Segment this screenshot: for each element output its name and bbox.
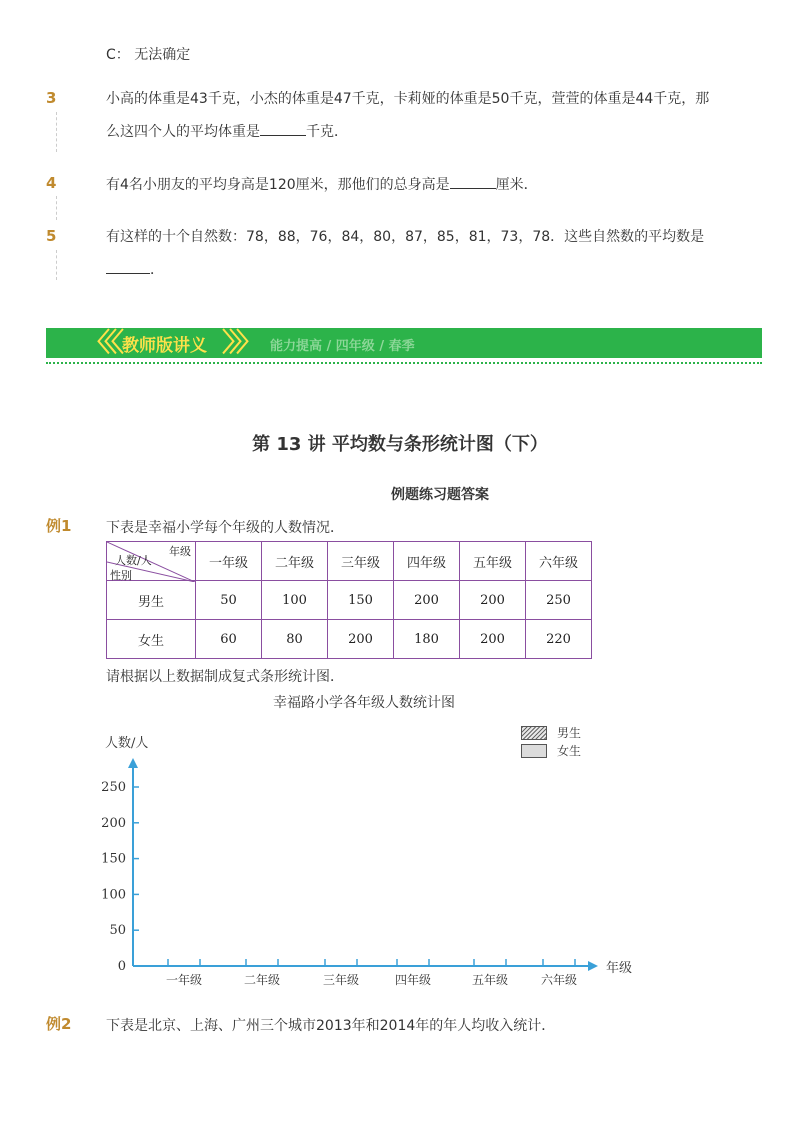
y-tick-label: 50 <box>109 923 126 939</box>
table-cell: 80 <box>262 620 328 659</box>
table-corner <box>107 542 196 581</box>
table-row <box>107 620 592 659</box>
example-label: 例2 <box>46 1015 72 1033</box>
table-header: 一年级 <box>196 542 262 581</box>
example-label: 例1 <box>46 517 72 535</box>
table-cell: 50 <box>196 581 262 620</box>
question-number: 4 <box>46 174 57 192</box>
example-instruction: 请根据以上数据制成复式条形统计图． <box>106 669 344 685</box>
corner-gender-label: 性别 <box>110 569 132 582</box>
q5-line1: 有这样的十个自然数：78，88，76，84，80，87，85，81，73，78．这些自然数的平均数是 <box>106 229 705 245</box>
table-cell: 180 <box>394 620 460 659</box>
chevron-right-icon: 〉〉〉 <box>222 328 257 358</box>
option-c: C： 无法确定 <box>106 47 191 63</box>
divider <box>56 196 57 220</box>
table-header: 二年级 <box>262 542 328 581</box>
table-header: 四年级 <box>394 542 460 581</box>
answer-blank[interactable] <box>450 174 496 189</box>
table-cell: 60 <box>196 620 262 659</box>
y-axis-title: 人数/人 <box>105 736 149 751</box>
y-tick-label: 100 <box>101 887 126 903</box>
divider <box>56 112 57 152</box>
lecture-title: 第 13 讲 平均数与条形统计图（下） <box>252 434 548 455</box>
corner-count-label: 人数/人 <box>115 554 152 567</box>
x-tick-label: 六年级 <box>540 973 578 987</box>
question-5-text <box>106 227 704 280</box>
row-label: 男生 <box>107 581 196 620</box>
q3-line1: 小高的体重是43千克，小杰的体重是47千克，卡莉娅的体重是50千克，萱萱的体重是44千克，那 <box>106 91 710 107</box>
y-tick-label: 0 <box>117 959 126 974</box>
y-axis-arrow-icon <box>128 758 138 768</box>
question-number: 3 <box>46 89 57 107</box>
answer-blank[interactable] <box>106 259 150 274</box>
chart-title: 幸福路小学各年级人数统计图 <box>273 695 455 711</box>
table-header: 六年级 <box>526 542 592 581</box>
divider <box>56 250 57 280</box>
table-cell: 150 <box>328 581 394 620</box>
x-axis-title: 年级 <box>606 961 633 976</box>
banner-title: 教师版讲义 <box>122 336 207 356</box>
grade-table <box>106 541 592 659</box>
x-tick-label: 五年级 <box>471 973 509 987</box>
question-4-text: 有4名小朋友的平均身高是120厘米，那他们的总身高是 厘米． <box>106 174 538 195</box>
section-title: 例题练习题答案 <box>391 487 489 503</box>
table-cell: 100 <box>262 581 328 620</box>
question-3-text <box>106 89 709 142</box>
table-header-row <box>107 542 592 581</box>
table-cell: 200 <box>328 620 394 659</box>
banner-subtitle: 能力提高 / 四年级 / 春季 <box>270 339 415 354</box>
table-cell: 200 <box>460 620 526 659</box>
y-tick-label: 250 <box>101 780 126 795</box>
x-axis-arrow-icon <box>588 961 598 971</box>
question-number: 5 <box>46 227 57 245</box>
table-cell: 200 <box>460 581 526 620</box>
corner-grade-label: 年级 <box>169 545 191 558</box>
legend-label: 女生 <box>557 744 582 758</box>
y-tick-label: 150 <box>101 851 126 867</box>
table-cell: 220 <box>526 620 592 659</box>
x-tick-label: 三年级 <box>322 973 360 987</box>
x-tick-label: 一年级 <box>165 973 203 987</box>
table-cell: 200 <box>394 581 460 620</box>
chevron-left-icon: 〈〈〈 <box>84 328 119 358</box>
x-tick-label: 二年级 <box>243 973 281 987</box>
table-header: 五年级 <box>460 542 526 581</box>
dotted-divider <box>46 362 762 364</box>
lecture-banner <box>46 328 762 358</box>
table-row <box>107 581 592 620</box>
table-header: 三年级 <box>328 542 394 581</box>
legend-swatch-boys <box>521 726 547 740</box>
q5-line2: ． <box>106 259 704 280</box>
answer-blank[interactable] <box>260 121 306 136</box>
row-label: 女生 <box>107 620 196 659</box>
table-cell: 250 <box>526 581 592 620</box>
x-tick-label: 四年级 <box>394 973 432 987</box>
y-tick-label: 200 <box>101 815 126 831</box>
example-intro: 下表是北京、上海、广州三个城市2013年和2014年的年人均收入统计． <box>106 1018 556 1034</box>
legend-label: 男生 <box>557 726 582 740</box>
q3-line2: 么这四个人的平均体重是 千克． <box>106 121 709 142</box>
example-intro: 下表是幸福小学每个年级的人数情况． <box>106 520 344 536</box>
bar-chart <box>0 740 800 1000</box>
